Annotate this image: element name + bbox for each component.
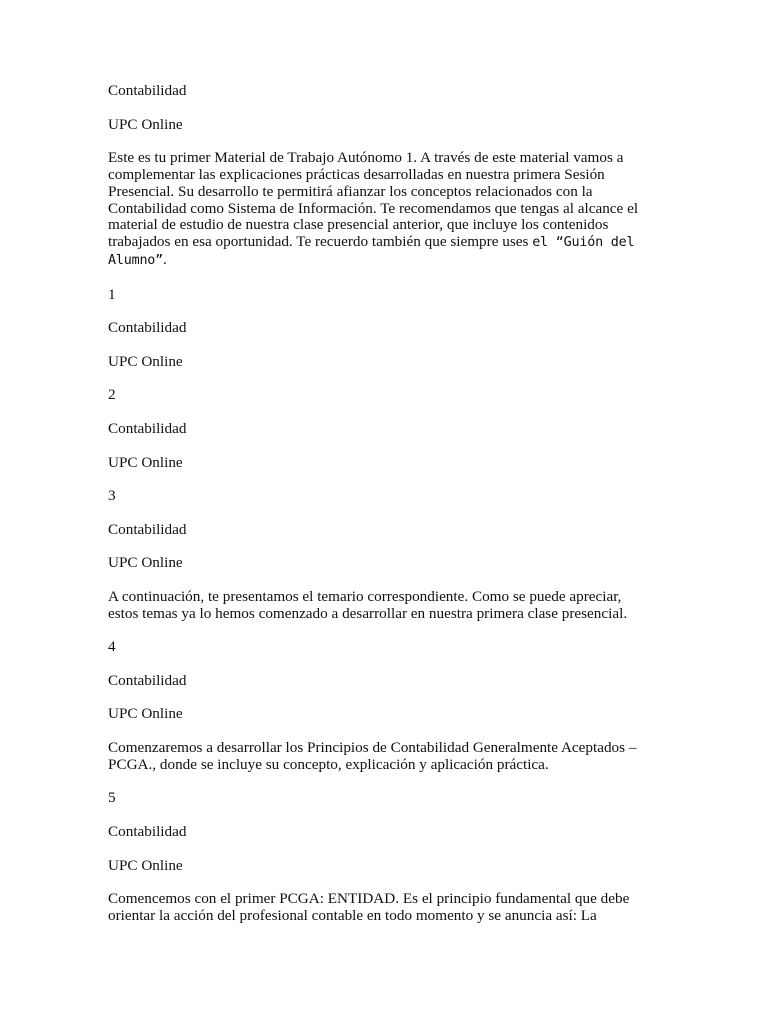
page-number: 1 [108, 285, 116, 303]
paragraph-line: Contabilidad como Sistema de Información. Te recomendamos que tengas al alcance el [108, 199, 639, 217]
doc-header-institution: UPC Online [108, 705, 183, 723]
page-number: 2 [108, 386, 116, 404]
paragraph-line-end: . [163, 250, 167, 268]
doc-header-institution: UPC Online [108, 554, 183, 572]
doc-header-course: Contabilidad [108, 419, 187, 437]
syllabus-paragraph [108, 589, 668, 623]
doc-header-course: Contabilidad [108, 319, 187, 337]
paragraph-line: trabajados en esa oportunidad. Te recuerdo también que siempre uses [108, 233, 533, 251]
paragraph-line: PCGA., donde se incluye su concepto, explicación y aplicación práctica. [108, 755, 549, 773]
doc-header-institution: UPC Online [108, 352, 183, 370]
intro-paragraph [108, 150, 668, 270]
doc-header-institution: UPC Online [108, 115, 183, 133]
paragraph-line: Comenzaremos a desarrollar los Principios de Contabilidad Generalmente Aceptados – [108, 739, 637, 757]
doc-header-institution: UPC Online [108, 453, 183, 471]
pcga-intro-paragraph [108, 740, 668, 774]
paragraph-line: A continuación, te presentamos el temario correspondiente. Como se puede apreciar, [108, 587, 622, 605]
doc-header-course: Contabilidad [108, 520, 187, 538]
doc-header-course: Contabilidad [108, 671, 187, 689]
page-number: 4 [108, 638, 116, 656]
document-page [108, 83, 668, 942]
paragraph-line: material de estudio de nuestra clase presencial anterior, que incluye los contenidos [108, 216, 609, 234]
doc-header-course: Contabilidad [108, 823, 187, 841]
page-number: 5 [108, 789, 116, 807]
entity-principle-paragraph [108, 891, 668, 925]
paragraph-line: complementar las explicaciones prácticas desarrolladas en nuestra primera Sesión [108, 165, 605, 183]
paragraph-alt-font-text: el “Guión del [532, 235, 635, 251]
paragraph-alt-font-text: Alumno” [108, 252, 164, 268]
page-number: 3 [108, 487, 116, 505]
paragraph-line: orientar la acción del profesional contable en todo momento y se anuncia así: La [108, 907, 597, 925]
paragraph-line: Comencemos con el primer PCGA: ENTIDAD. Es el principio fundamental que debe [108, 890, 630, 908]
paragraph-line: Este es tu primer Material de Trabajo Autónomo 1. A través de este material vamos a [108, 149, 624, 167]
doc-header-course: Contabilidad [108, 82, 187, 99]
paragraph-line: estos temas ya lo hemos comenzado a desarrollar en nuestra primera clase presencial. [108, 604, 628, 622]
doc-header-institution: UPC Online [108, 856, 183, 874]
paragraph-line: Presencial. Su desarrollo te permitirá afianzar los conceptos relacionados con la [108, 182, 593, 200]
